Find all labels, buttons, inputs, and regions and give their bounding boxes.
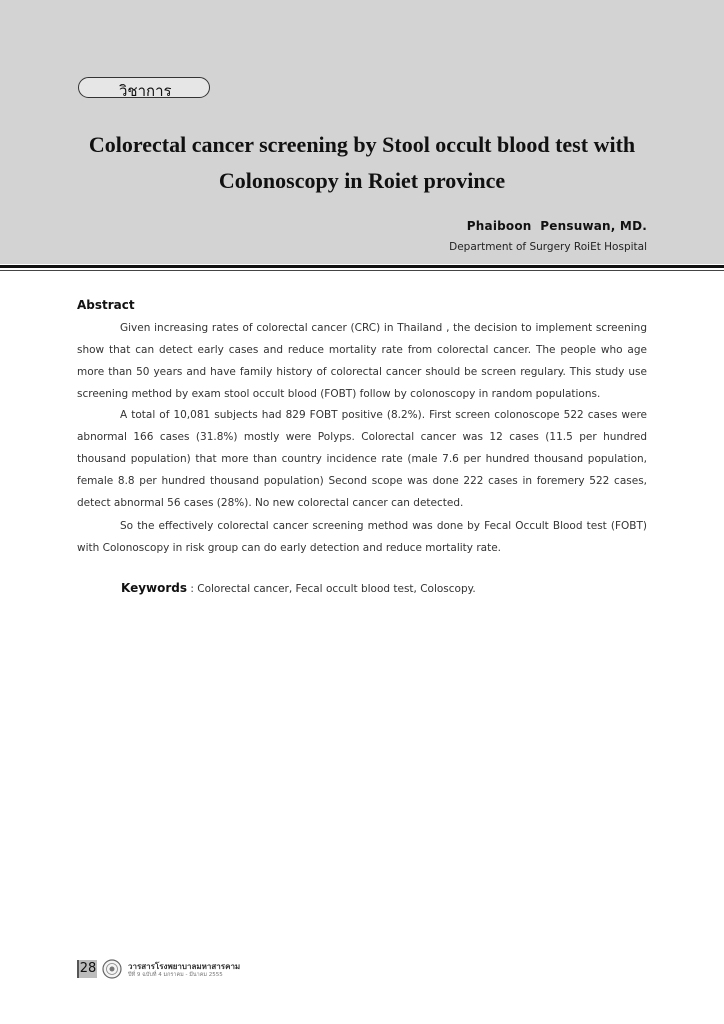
journal-name: วารสารโรงพยาบาลมหาสารคาม <box>128 962 241 971</box>
header-rule-thick <box>0 265 724 268</box>
article-title-line2: Colonoscopy in Roiet province <box>218 168 506 193</box>
author-affiliation: Department of Surgery RoiEt Hospital <box>449 241 647 253</box>
hospital-seal-icon <box>102 959 122 979</box>
article-title <box>40 127 684 199</box>
journal-issue: ปีที่ 9 ฉบับที่ 4 มกราคม - มีนาคม 2555 <box>128 972 223 978</box>
header-rule-thin <box>0 270 724 271</box>
abstract-paragraph: Given increasing rates of colorectal cancer (CRC) in Thailand , the decision to implement screening show that can detect early cases and reduce mortality rate from colorectal cancer. The people who age more than 50 years and have family history of colorectal cancer should be screen regulary. This study use screening method by exam stool occult blood (FOBT) follow by colonoscopy in random populations. <box>77 322 647 400</box>
author-name: Phaiboon Pensuwan, MD. <box>466 219 647 233</box>
section-label-badge <box>78 77 210 98</box>
keywords-label: Keywords <box>121 581 188 595</box>
abstract-heading: Abstract <box>77 298 135 312</box>
page-number: 28 <box>77 960 97 978</box>
keywords-line <box>121 581 476 595</box>
abstract-paragraph: A total of 10,081 subjects had 829 FOBT positive (8.2%). First screen colonoscope 522 cases were abnormal 166 cases (31.8%) mostly were Polyps. Colorectal cancer was 12 cases (11.5 per hundred thousand population) that more than country incidence rate (male 7.6 per hundred thousand population, female 8.8 per hundred thousand population) Second scope was done 222 cases in foremery 522 cases, detect abnormal 56 cases (28%). No new colorectal cancer can detected. <box>77 409 647 509</box>
abstract-paragraph: So the effectively colorectal cancer screening method was done by Fecal Occult Blood test (FOBT) with Colonoscopy in risk group can do early detection and reduce mortality rate. <box>77 520 647 554</box>
keywords-text: : Colorectal cancer, Fecal occult blood test, Coloscopy. <box>187 583 476 595</box>
section-label: วิชาการ <box>119 82 172 100</box>
article-title-line1: Colorectal cancer screening by Stool occult blood test with <box>88 132 636 157</box>
